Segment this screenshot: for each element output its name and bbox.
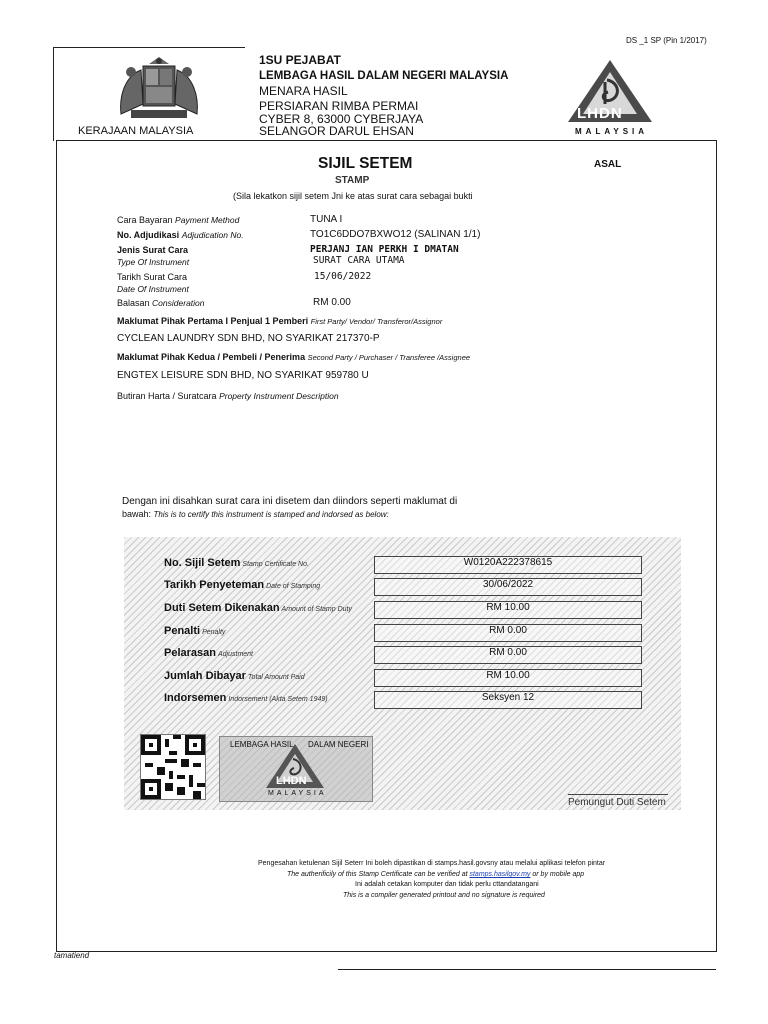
collector-label: Pemungut Duti Setem bbox=[568, 797, 666, 808]
stamp-field-label bbox=[164, 692, 328, 704]
instrument-type-value-2: SURAT CARA UTAMA bbox=[313, 255, 405, 266]
stamp-total-label-en: Total Amount Paid bbox=[247, 674, 305, 681]
endorsement-text-en: This is to certify this instrument is stamped and indorsed as below: bbox=[153, 510, 389, 519]
endorsement-text-ms-2: bawah: bbox=[122, 509, 152, 519]
lhdn-logo bbox=[567, 58, 654, 137]
stamp-indorsement-value: Seksyen 12 bbox=[374, 691, 642, 709]
stamp-field-label bbox=[164, 602, 352, 614]
instrument-type-value-1: PERJANJ IAN PERKH I DMATAN bbox=[310, 244, 459, 255]
verify-row bbox=[287, 871, 584, 878]
government-crest-icon bbox=[113, 56, 205, 122]
frame-top bbox=[56, 140, 716, 141]
second-party-row bbox=[117, 352, 470, 362]
instrument-date-value: 15/06/2022 bbox=[314, 271, 372, 282]
verify-text-en-post: or by mobile app bbox=[532, 871, 585, 878]
stamp-total-label: Jumlah Dibayar bbox=[164, 670, 246, 682]
stamp-duty-label: Duti Setem Dikenakan bbox=[164, 602, 280, 614]
verify-text-ms: Pengesahan ketulenan Sijil Seterr Ini boleh dipastikan di stamps.hasil.govsny atau melalui aplikasi telefon pintar bbox=[258, 860, 606, 867]
lhdn-seal bbox=[219, 736, 373, 802]
adjudication-value: TO1C6DDO7BXWO12 (SALINAN 1/1) bbox=[310, 229, 481, 240]
form-code: DS _1 SP (Pin 1/2017) bbox=[626, 36, 707, 45]
agency-name: LEMBAGA HASIL DALAM NEGERI MALAYSIA bbox=[259, 70, 509, 82]
header-rule-left bbox=[53, 47, 54, 141]
stamp-cert-label: No. Sijil Setem bbox=[164, 557, 241, 569]
stamp-duty-label-en: Amount of Stamp Duty bbox=[281, 606, 352, 613]
property-label-en: Property Instrument Description bbox=[219, 391, 339, 401]
qr-code-pattern bbox=[141, 735, 205, 799]
consideration-value: RM 0.00 bbox=[313, 297, 351, 308]
first-party-row bbox=[117, 316, 442, 326]
stamp-field-label bbox=[164, 579, 320, 591]
stamp-date-label: Tarikh Penyeteman bbox=[164, 579, 265, 591]
stamp-date-value: 30/06/2022 bbox=[374, 578, 642, 596]
instrument-type-label-en: Type Of Instrument bbox=[117, 257, 190, 267]
payment-method-label-en: Payment Method bbox=[175, 215, 240, 225]
lhdn-logo-text: LHDN bbox=[577, 105, 623, 122]
endorsement-text-ms: Dengan ini disahkan surat cara ini disetem dan diindors seperti maklumat di bbox=[122, 496, 458, 507]
property-label: Butiran Harta / Suratcara bbox=[117, 391, 217, 401]
second-party-value: ENGTEX LEISURE SDN BHD, NO SYARIKAT 959780 U bbox=[117, 370, 369, 381]
stamp-field-label bbox=[164, 557, 309, 569]
consideration-label-en: Consideration bbox=[152, 298, 205, 308]
instrument-type-label: Jenis Surat Cara bbox=[117, 245, 189, 255]
seal-text: LHDN bbox=[276, 775, 307, 787]
stamp-penalty-label: Penalti bbox=[164, 625, 201, 637]
government-caption: KERAJAAN MALAYSIA bbox=[78, 125, 194, 137]
payment-method-row bbox=[117, 215, 239, 225]
instrument-date-label-en: Date Of Instrument bbox=[117, 284, 189, 294]
second-party-label-en: Second Party / Purchaser / Transferee /Assignee bbox=[307, 353, 471, 362]
collector-line bbox=[568, 794, 668, 795]
consideration-label: Balasan bbox=[117, 298, 150, 308]
frame-bottom bbox=[56, 951, 716, 952]
stamp-field-label bbox=[164, 625, 225, 637]
seal-top-left: LEMBAGA HASIL bbox=[230, 740, 294, 749]
verify-text-en: The autherificily of this Stamp Certificate can be verified at bbox=[287, 871, 468, 878]
stamp-penalty-label-en: Penalty bbox=[202, 629, 226, 636]
certificate-title: SIJIL SETEM bbox=[318, 155, 413, 172]
lhdn-logo-country: MALAYSIA bbox=[575, 127, 649, 136]
stamp-total-value: RM 10.00 bbox=[374, 669, 642, 687]
instruction-text: (Sila lekatkon sijil setem Jni ke atas surat cara sebagai bukti bbox=[233, 191, 473, 201]
building-name: MENARA HASIL bbox=[259, 84, 348, 98]
header-rule bbox=[53, 47, 245, 48]
payment-method-label: Cara Bayaran bbox=[117, 215, 173, 225]
verify-link[interactable]: stamps.hasilgov.my bbox=[469, 871, 531, 878]
instrument-date-label: Tarikh Surat Cara bbox=[117, 272, 188, 282]
frame-left bbox=[56, 140, 57, 952]
computer-text-en: This is a compiler generated printout and no signature is required bbox=[343, 892, 545, 899]
stamp-date-label-en: Date of Stamping bbox=[266, 583, 321, 590]
stamp-duty-value: RM 10.00 bbox=[374, 601, 642, 619]
address-line-2: CYBER 8, 63000 CYBERJAYA bbox=[259, 112, 424, 126]
qr-code-icon bbox=[140, 734, 206, 800]
property-row bbox=[117, 391, 339, 401]
bottom-rule bbox=[338, 969, 716, 970]
stamp-indorsement-label-en: Indorsement (Akta Setem 1949) bbox=[228, 696, 328, 703]
frame-right bbox=[716, 140, 717, 952]
copy-label: ASAL bbox=[594, 159, 622, 170]
stamp-field-label bbox=[164, 647, 253, 659]
end-note: tamatiend bbox=[54, 951, 90, 960]
adjudication-label: No. Adjudikasi bbox=[117, 230, 180, 240]
stamp-cert-value: W0120A222378615 bbox=[374, 556, 642, 574]
stamp-cert-label-en: Stamp Certificate No. bbox=[242, 561, 309, 568]
first-party-label: Maklumat Pihak Pertama I Penjual 1 Pemberi bbox=[117, 316, 309, 326]
address-line-1: PERSIARAN RIMBA PERMAI bbox=[259, 99, 419, 113]
seal-country: MALAYSIA bbox=[268, 790, 327, 797]
adjudication-label-en: Adjudication No. bbox=[181, 230, 244, 240]
certificate-title-sub: STAMP bbox=[335, 175, 370, 186]
seal-top-right: DALAM NEGERI bbox=[308, 740, 369, 749]
stamp-adjustment-label: Pelarasan bbox=[164, 647, 216, 659]
payment-method-value: TUNA I bbox=[310, 214, 343, 225]
office-name: 1SU PEJABAT bbox=[259, 53, 341, 67]
stamp-indorsement-label: Indorsemen bbox=[164, 692, 227, 704]
stamp-field-label bbox=[164, 670, 305, 682]
stamp-adjustment-label-en: Adjustment bbox=[217, 651, 254, 658]
computer-text-ms: Ini adalah cetakan komputer dan tidak perlu cttandatangani bbox=[355, 881, 539, 888]
first-party-value: CYCLEAN LAUNDRY SDN BHD, NO SYARIKAT 217370-P bbox=[117, 333, 380, 344]
second-party-label: Maklumat Pihak Kedua / Pembeli / Penerima bbox=[117, 352, 306, 362]
stamp-adjustment-value: RM 0.00 bbox=[374, 646, 642, 664]
first-party-label-en: First Party/ Vendor/ Transferor/Assignor bbox=[310, 317, 443, 326]
consideration-row bbox=[117, 298, 205, 308]
stamp-penalty-value: RM 0.00 bbox=[374, 624, 642, 642]
endorsement-row bbox=[122, 509, 389, 519]
adjudication-row bbox=[117, 230, 244, 240]
address-line-3: SELANGOR DARUL EHSAN bbox=[259, 124, 414, 138]
